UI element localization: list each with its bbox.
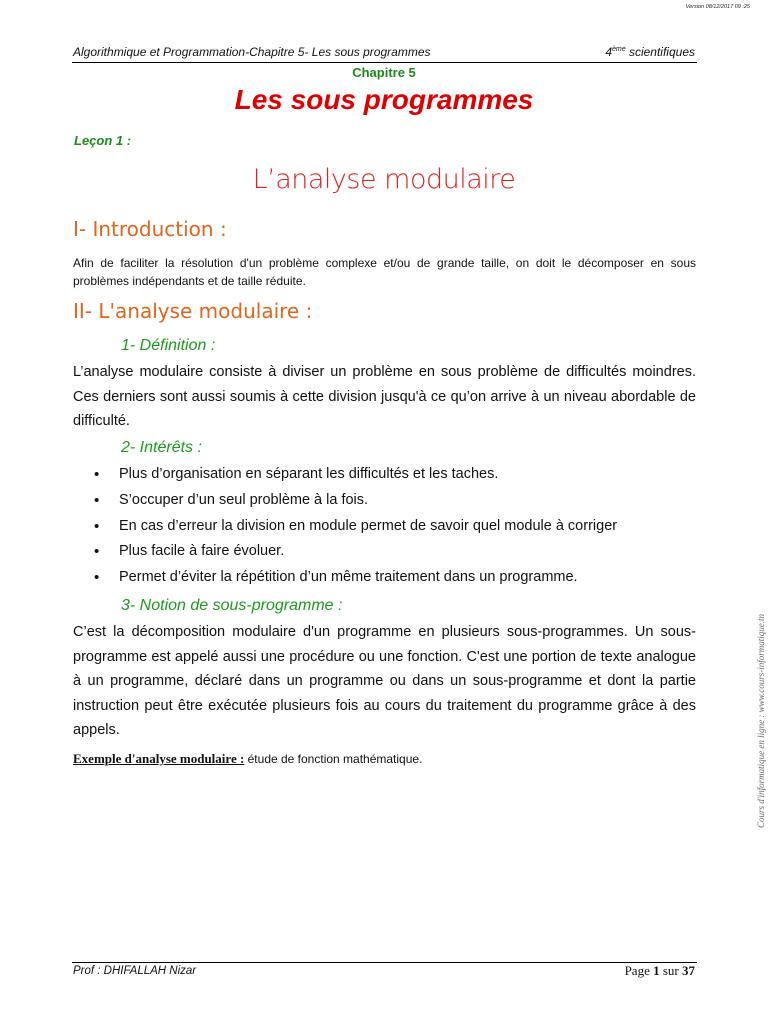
example-text: étude de fonction mathématique. — [244, 752, 423, 766]
header-divider — [72, 62, 697, 63]
list-item: • Permet d’éviter la répétition d’un même traitement dans un programme. — [94, 565, 694, 591]
list-item: • Plus facile à faire évoluer. — [94, 539, 694, 565]
page-counter — [625, 963, 695, 979]
list-item: • Plus d’organisation en séparant les difficultés et les taches. — [94, 462, 694, 488]
level-suffix: scientifiques — [625, 45, 695, 59]
definition-paragraph: L’analyse modulaire consiste à diviser un problème en sous problème de difficultés moindres. Ces derniers sont aussi soumis à cette division jusqu'à ce qu’on arrive à un niveau abordable de difficulté. — [73, 364, 696, 429]
intro-heading: I- Introduction : — [73, 217, 227, 241]
chapter-number: Chapitre 5 — [352, 65, 416, 80]
lesson-label: Leçon 1 : — [74, 133, 132, 148]
notion-paragraph: C’est la décomposition modulaire d'un programme en plusieurs sous-programmes. Un sous-programme est appelé aussi une procédure ou une fonction. C'est une portion de texte analogue à un programme, déclaré dans un programme ou dans un sous-programme et dont la partie instruction peut être exécutée plusieurs fois au cours du traitement du programme grâce à des appels. — [73, 624, 696, 738]
running-header-level — [605, 45, 695, 59]
page-total: 37 — [682, 963, 695, 978]
footer-divider — [72, 962, 697, 963]
intro-paragraph: Afin de faciliter la résolution d'un problème complexe et/ou de grande taille, on doit le décomposer en sous problèmes indépendants et de taille réduite. — [73, 256, 696, 288]
page-of: sur — [659, 963, 682, 978]
running-header-title: Algorithmique et Programmation-Chapitre 5- Les sous programmes — [73, 45, 431, 59]
footer-author: Prof : DHIFALLAH Nizar — [73, 965, 197, 977]
notion-heading: 3- Notion de sous-programme : — [121, 597, 343, 614]
page-word: Page — [624, 963, 654, 978]
list-item: • S’occuper d’un seul problème à la fois. — [94, 488, 694, 514]
interests-heading: 2- Intérêts : — [121, 439, 202, 456]
level-superscript: ème — [612, 46, 626, 53]
list-item: • En cas d’erreur la division en module permet de savoir quel module à corriger — [94, 514, 694, 540]
chapter-title: Les sous programmes — [234, 84, 534, 115]
analysis-heading: II- L'analyse modulaire : — [73, 299, 313, 323]
example-line — [73, 751, 422, 767]
example-label: Exemple d'analyse modulaire : — [73, 751, 245, 766]
side-watermark-text: Cours d'informatique en ligne : www.cours-informatique.tn — [756, 613, 766, 828]
page-number: 1 — [653, 963, 660, 978]
version-stamp: Version 08/12/2017 09 :25 — [685, 4, 750, 10]
level-number: 4 — [605, 45, 612, 59]
definition-heading: 1- Définition : — [121, 337, 216, 354]
lesson-title: L’analyse modulaire — [252, 164, 516, 195]
interests-list — [94, 462, 694, 591]
